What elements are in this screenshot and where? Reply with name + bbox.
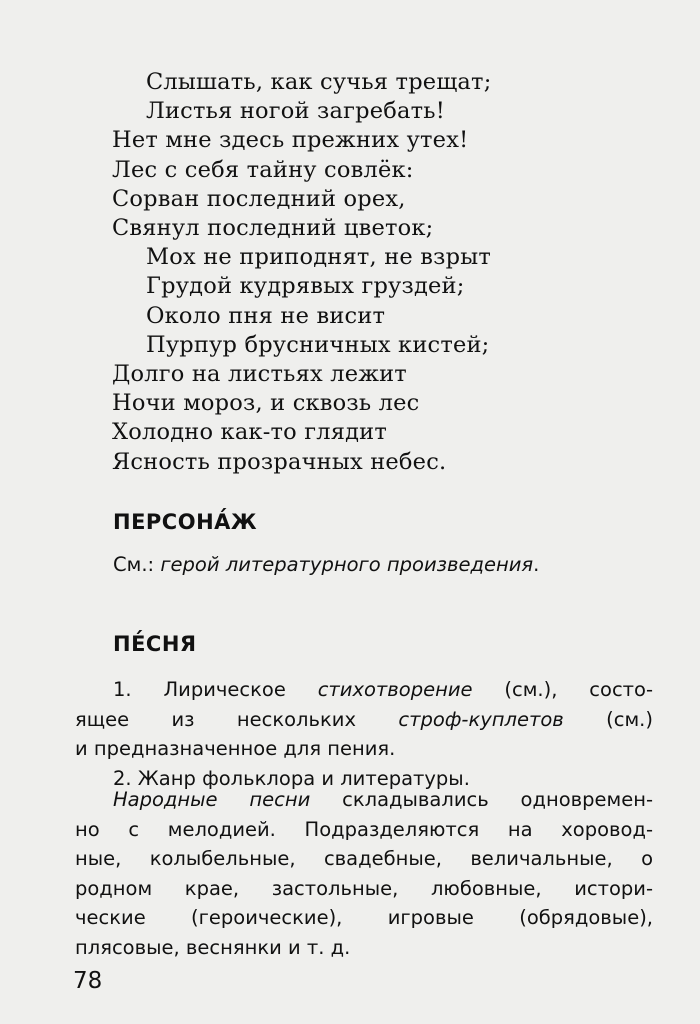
text-run: 1. Лирическое — [113, 678, 318, 701]
poem-line: Пурпур брусничных кистей; — [146, 331, 490, 358]
poem-line: Около пня не висит — [146, 302, 386, 329]
definition-line: 2. Жанр фольклора и литературы. — [113, 766, 470, 790]
paragraph-line: но с мелодией. Подразделяются на хоровод- — [75, 817, 653, 841]
term-link: строф-куплетов — [398, 707, 564, 731]
poem-line: Грудой кудрявых груздей; — [146, 273, 465, 300]
poem-line: Долго на листьях лежит — [112, 361, 407, 388]
term-emphasis: Народные песни — [113, 788, 311, 811]
see-prefix: См.: — [113, 553, 155, 576]
text-run: ящее из нескольких — [75, 707, 399, 731]
see-also-line — [113, 553, 539, 576]
term-link: стихотворение — [317, 678, 473, 701]
paragraph-line — [75, 785, 653, 815]
poem-line: Слышать, как сучья трещат; — [146, 69, 492, 95]
text-run: (см.) — [563, 707, 653, 731]
poem-excerpt — [112, 68, 491, 477]
poem-line: Мох не приподнят, не взрыт — [146, 244, 491, 271]
paragraph-line: ные, колыбельные, свадебные, величальные, о — [75, 847, 653, 871]
poem-line: Ночи мороз, и сквозь лес — [112, 390, 420, 417]
paragraph-line: ческие (героические), игровые (обрядовые), — [75, 906, 653, 930]
poem-line: Холодно как-то глядит — [112, 419, 388, 446]
definition-line — [75, 705, 653, 735]
definition-line — [75, 675, 653, 705]
poem-line: Нет мне здесь прежних утех! — [112, 127, 469, 154]
paragraph-line: родном крае, застольные, любовные, истори- — [75, 876, 653, 900]
poem-line: Свянул последний цветок; — [112, 215, 434, 242]
page-number: 78 — [73, 968, 103, 994]
poem-line: Ясность прозрачных небес. — [112, 448, 447, 475]
description-paragraph — [75, 785, 653, 963]
text-run: складывались одновремен- — [310, 788, 653, 811]
see-suffix: . — [533, 553, 540, 576]
text-run: (см.), состо- — [472, 678, 653, 701]
poem-line: Сорван последний орех, — [112, 185, 406, 212]
paragraph-line: плясовые, веснянки и т. д. — [75, 935, 351, 959]
definition-line: и предназначенное для пения. — [75, 737, 396, 761]
definition-block — [75, 675, 653, 793]
poem-line: Лес с себя тайну совлёк: — [112, 156, 414, 183]
see-reference: герой литературного произведения — [160, 553, 534, 576]
entry-title-personazh: ПЕРСОНА́Ж — [113, 510, 258, 534]
poem-line: Листья ногой загребать! — [146, 98, 445, 125]
entry-title-pesnya: ПЕ́СНЯ — [113, 632, 197, 656]
